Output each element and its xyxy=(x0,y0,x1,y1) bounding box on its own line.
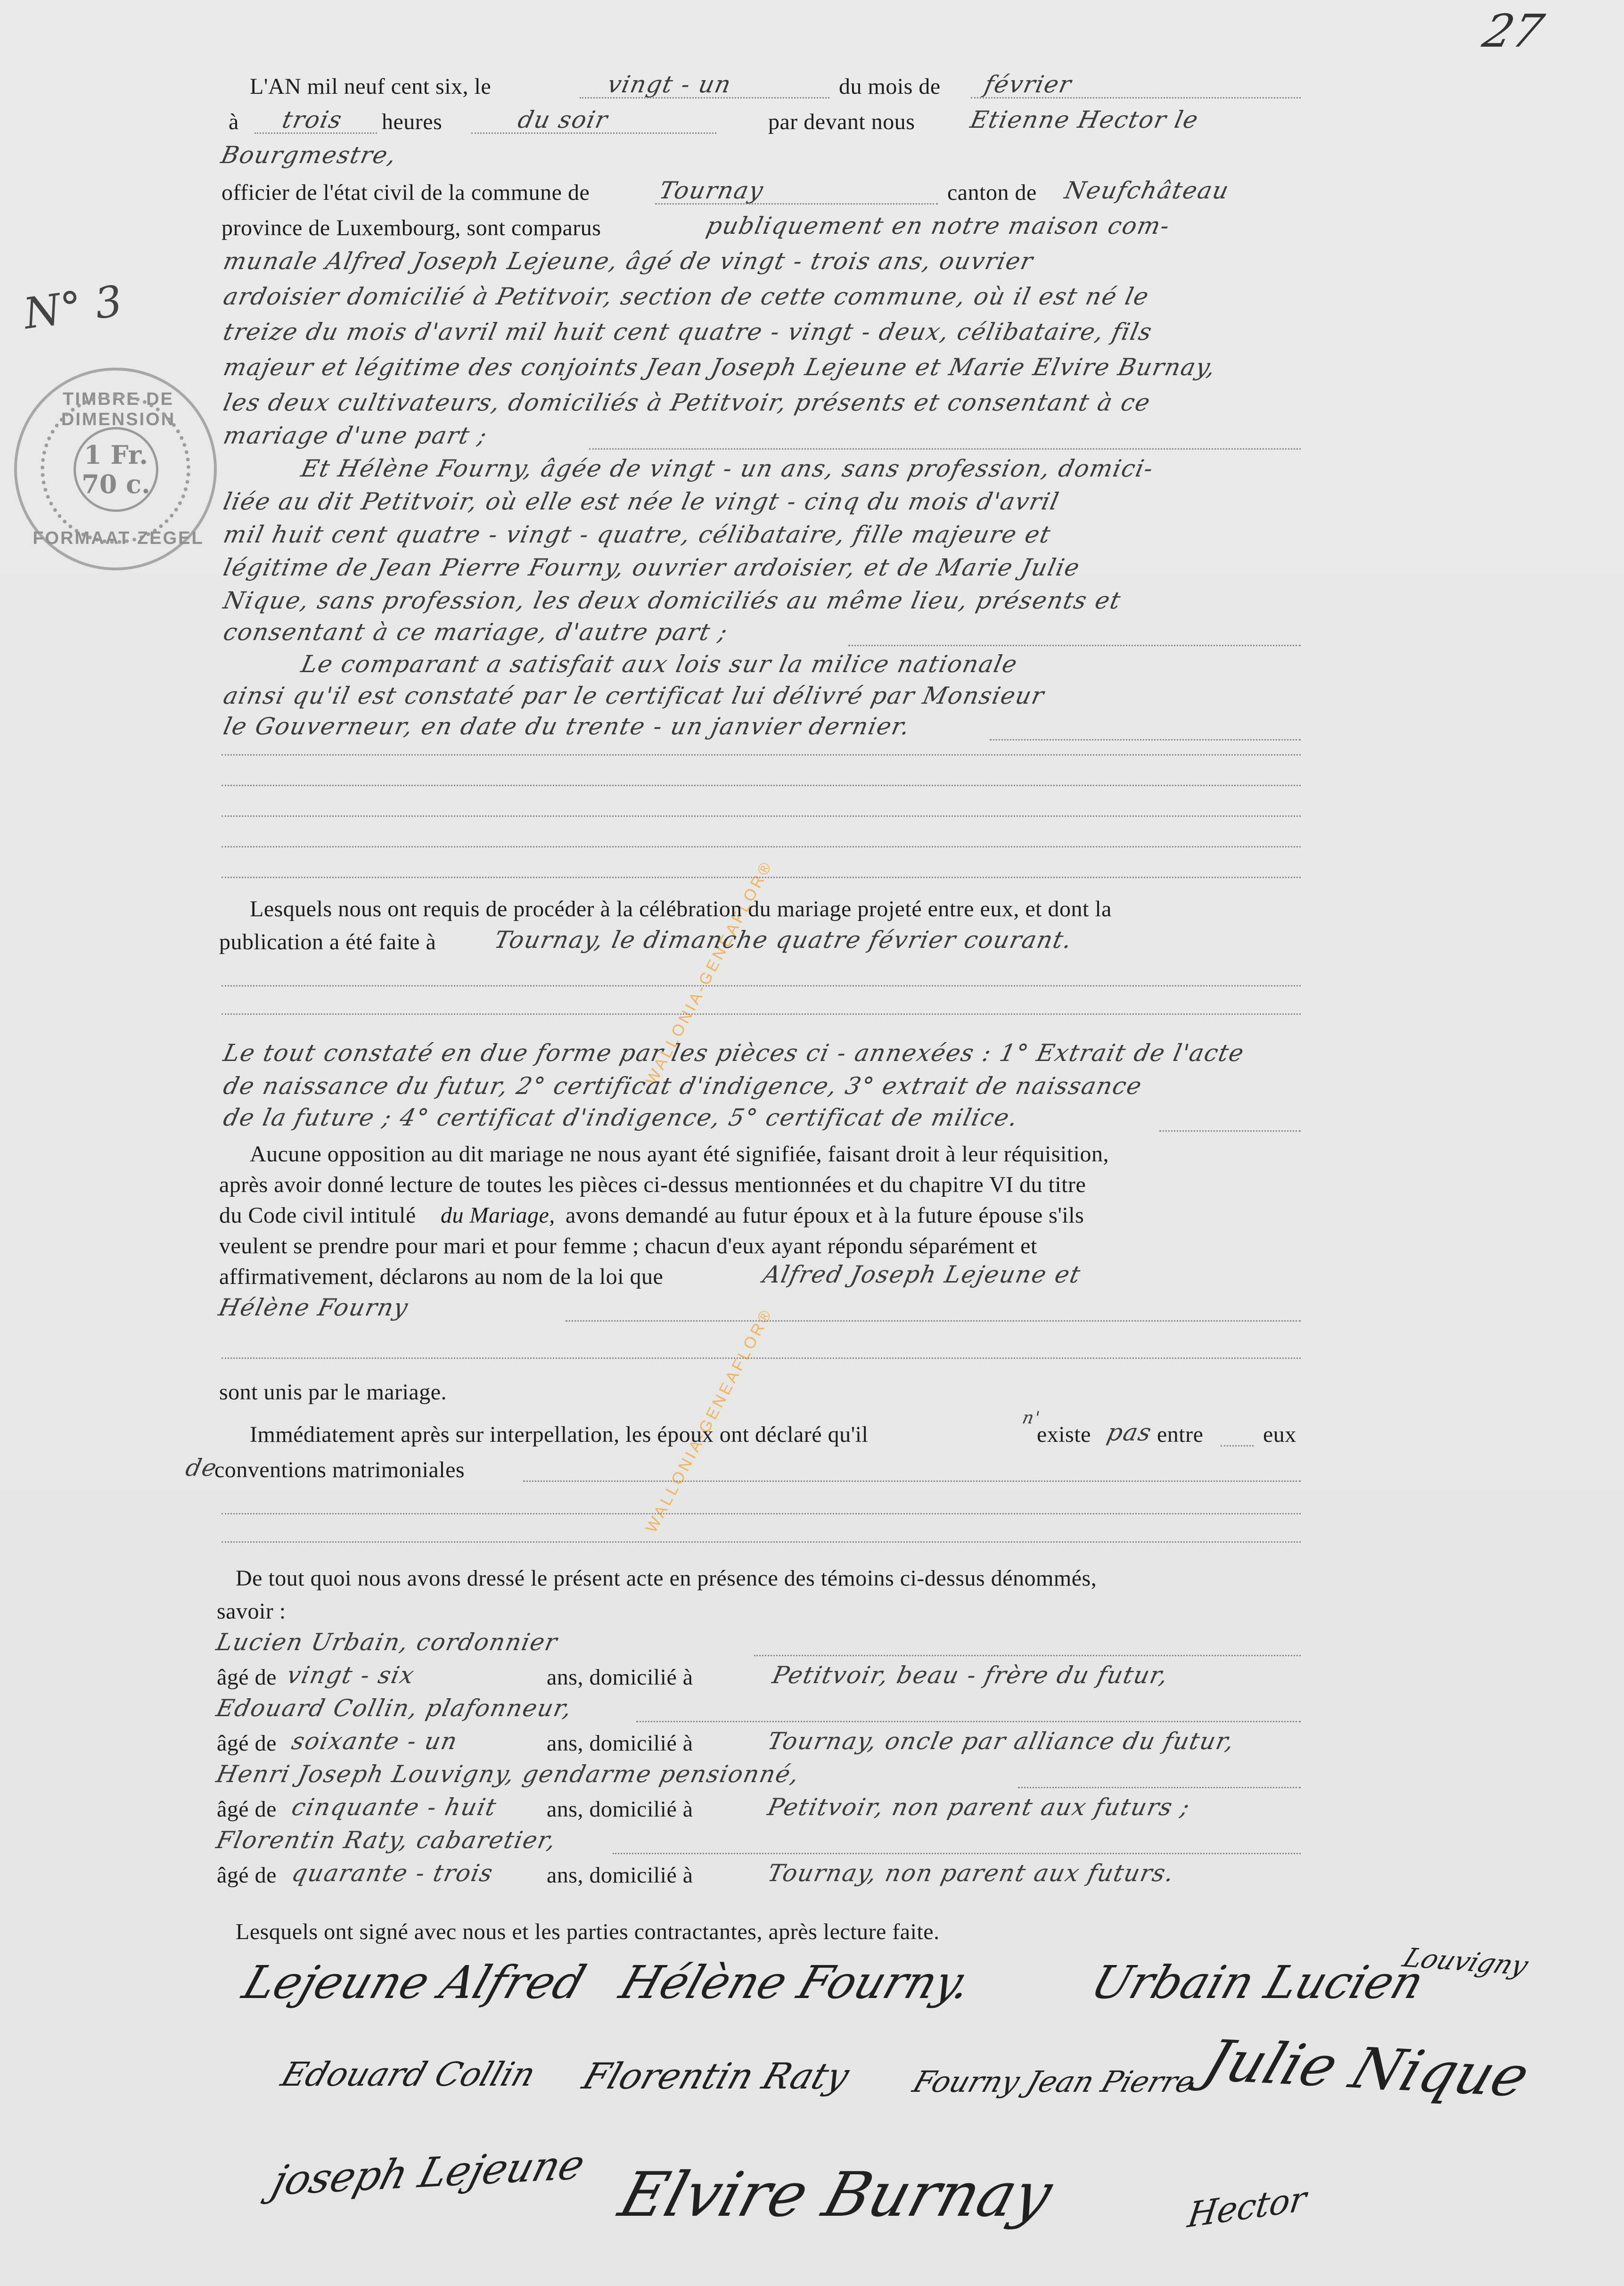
handwritten-text: Bourgmestre, xyxy=(218,141,400,169)
handwritten-text: le Gouverneur, en date du trente - un janvier dernier. xyxy=(221,713,913,740)
handwritten-text: mil huit cent quatre - vingt - quatre, célibataire, fille majeure et xyxy=(221,521,1054,548)
line-9 xyxy=(0,354,1624,386)
line-29 xyxy=(0,1230,1624,1263)
line-5 xyxy=(0,212,1624,245)
signature-joseph-lejeune: joseph Lejeune xyxy=(267,2140,590,2205)
dotted-rule xyxy=(636,1721,1301,1722)
line-35 xyxy=(0,1562,1624,1595)
line-26 xyxy=(0,1138,1624,1171)
printed-text: après avoir donné lecture de toutes les pièces ci-dessus mentionnées et du chapitre VI du titre xyxy=(219,1172,1086,1197)
handwritten-text: Etienne Hector le xyxy=(968,106,1201,133)
printed-text: du Code civil intitulé xyxy=(219,1203,416,1228)
printed-text: par devant nous xyxy=(768,109,915,134)
stamp-top-text: TIMBRE DE DIMENSION xyxy=(61,389,176,429)
printed-text: âgé de xyxy=(217,1665,277,1690)
handwritten-text: mariage d'une part ; xyxy=(221,422,490,449)
handwritten-text: les deux cultivateurs, domiciliés à Petitvoir, présents et consentant à ce xyxy=(221,389,1154,416)
printed-text: Lesquels nous ont requis de procéder à la célébration du mariage projeté entre eux, et dont la xyxy=(250,896,1112,921)
line-8 xyxy=(0,318,1624,351)
handwritten-text: Petitvoir, beau - frère du futur, xyxy=(770,1661,1171,1689)
line-19 xyxy=(0,682,1624,715)
handwritten-text: légitime de Jean Pierre Fourny, ouvrier ardoisier, et de Marie Julie xyxy=(221,554,1083,581)
dotted-rule xyxy=(990,739,1301,740)
handwritten-text: Le tout constaté en due forme par les pièces ci - annexées : 1° Extrait de l'acte xyxy=(221,1039,1247,1067)
blank-line xyxy=(221,754,1301,756)
handwritten-text: Tournay xyxy=(656,177,767,204)
handwritten-text: pas xyxy=(1104,1419,1155,1446)
blank-line xyxy=(221,846,1301,847)
blank-line xyxy=(221,1541,1301,1543)
line-41 xyxy=(0,1760,1624,1793)
dotted-rule xyxy=(589,448,1301,450)
line-38 xyxy=(0,1661,1624,1694)
line-32 xyxy=(0,1376,1624,1409)
watermark-2: WALLONIA-GENEAFLOR® xyxy=(642,1305,777,1536)
printed-text: L'AN mil neuf cent six, le xyxy=(250,74,492,99)
printed-text: âgé de xyxy=(217,1797,277,1822)
printed-text: Immédiatement après sur interpellation, les époux ont déclaré qu'il xyxy=(250,1422,869,1447)
line-2 xyxy=(0,106,1624,139)
line-34 xyxy=(0,1454,1624,1487)
line-6 xyxy=(0,247,1624,280)
printed-text: savoir : xyxy=(217,1599,286,1624)
handwritten-text: Tournay, oncle par alliance du futur, xyxy=(765,1727,1238,1755)
printed-text: Aucune opposition au dit mariage ne nous ayant été signifiée, faisant droit à leur réquisition, xyxy=(250,1142,1109,1167)
line-33 xyxy=(0,1408,1624,1452)
handwritten-text: Le comparant a satisfait aux lois sur la milice nationale xyxy=(298,650,1021,678)
printed-text: âgé de xyxy=(217,1731,277,1756)
dotted-rule xyxy=(1221,1445,1254,1447)
printed-text: ans, domicilié à xyxy=(547,1665,693,1690)
line-10 xyxy=(0,389,1624,422)
dotted-rule xyxy=(1018,1787,1301,1788)
printed-text: conventions matrimoniales xyxy=(214,1457,465,1482)
handwritten-text: Henri Joseph Louvigny, gendarme pensionné, xyxy=(213,1760,803,1788)
printed-text: à xyxy=(229,109,239,134)
line-43 xyxy=(0,1826,1624,1859)
blank-line xyxy=(221,985,1301,987)
line-7 xyxy=(0,283,1624,316)
printed-text: De tout quoi nous avons dressé le présent acte en présence des témoins ci-dessus dénommés, xyxy=(236,1566,1097,1591)
dotted-rule xyxy=(655,203,938,205)
handwritten-text: treize du mois d'avril mil huit cent quatre - vingt - deux, célibataire, fils xyxy=(221,318,1155,345)
dotted-rule xyxy=(580,97,829,99)
handwritten-text: vingt - un xyxy=(605,71,734,98)
printed-text: ans, domicilié à xyxy=(547,1731,693,1756)
handwritten-text: Et Hélène Fourny, âgée de vingt - un ans, sans profession, domici- xyxy=(298,455,1156,482)
line-14 xyxy=(0,521,1624,554)
handwritten-text: trois xyxy=(279,106,345,133)
handwritten-text: de naissance du futur, 2° certificat d'indigence, 3° extrait de naissance xyxy=(221,1072,1145,1100)
printed-text: publication a été faite à xyxy=(219,929,436,954)
blank-line xyxy=(221,877,1301,878)
handwritten-text: du soir xyxy=(515,106,611,133)
handwritten-text: de la future ; 4° certificat d'indigence, 5° certificat de milice. xyxy=(221,1104,1021,1131)
signature-louvigny: Louvigny xyxy=(1398,1942,1533,1982)
signature-julie-nique: Julie Nique xyxy=(1195,2028,1538,2110)
line-20 xyxy=(0,713,1624,746)
handwritten-text: soixante - un xyxy=(289,1727,460,1755)
line-16 xyxy=(0,587,1624,620)
handwritten-text: ainsi qu'il est constaté par le certificat lui délivré par Monsieur xyxy=(221,682,1047,709)
signature-urbain-lucien: Urbain Lucien xyxy=(1084,1956,1431,2009)
signature-hector: Hector xyxy=(1185,2178,1309,2236)
handwritten-text: Tournay, le dimanche quatre février courant. xyxy=(492,926,1075,954)
signature-florentin-raty: Florentin Raty xyxy=(577,2055,855,2097)
printed-text: canton de xyxy=(947,180,1037,205)
dotted-rule xyxy=(1159,1130,1301,1132)
signature-fourny-jean-pierre: Fourny Jean Pierre xyxy=(909,2064,1200,2099)
printed-text: Lesquels ont signé avec nous et les parties contractantes, après lecture faite. xyxy=(236,1919,940,1944)
handwritten-text: n' xyxy=(1020,1408,1042,1428)
printed-text: ans, domicilié à xyxy=(547,1863,693,1888)
blank-line xyxy=(221,785,1301,786)
stamp-value-line1: 1 Fr. xyxy=(83,440,148,470)
page-number: 27 xyxy=(1478,5,1549,58)
printed-text-italic: du Mariage, xyxy=(441,1203,555,1228)
line-12 xyxy=(0,455,1624,488)
line-1 xyxy=(0,71,1624,104)
printed-text: entre xyxy=(1157,1422,1204,1447)
handwritten-text: Neufchâteau xyxy=(1062,177,1232,204)
line-13 xyxy=(0,488,1624,521)
signature-edouard-collin: Edouard Collin xyxy=(276,2055,541,2094)
printed-text: du mois de xyxy=(839,74,941,99)
stamp-value-line2: 70 c. xyxy=(82,469,150,499)
blank-line xyxy=(221,1357,1301,1359)
printed-text: âgé de xyxy=(217,1863,277,1888)
printed-text: eux xyxy=(1263,1422,1296,1447)
line-42 xyxy=(0,1793,1624,1826)
printed-text: veulent se prendre pour mari et pour femme ; chacun d'eux ayant répondu séparément et xyxy=(219,1233,1037,1258)
handwritten-text: Nique, sans profession, les deux domiciliés au même lieu, présents et xyxy=(221,587,1124,614)
handwritten-text: liée au dit Petitvoir, où elle est née le vingt - cinq du mois d'avril xyxy=(221,488,1062,515)
line-27 xyxy=(0,1169,1624,1202)
line-21 xyxy=(0,893,1624,926)
handwritten-text: publiquement en notre maison com- xyxy=(704,212,1173,239)
printed-text: affirmativement, déclarons au nom de la loi que xyxy=(219,1264,664,1289)
handwritten-text: Hélène Fourny xyxy=(216,1294,411,1321)
line-22 xyxy=(0,926,1624,959)
dotted-rule xyxy=(566,1320,1301,1322)
dotted-rule xyxy=(523,1480,1301,1482)
line-3 xyxy=(0,141,1624,174)
handwritten-text: Florentin Raty, cabaretier, xyxy=(213,1826,559,1854)
blank-line xyxy=(221,815,1301,817)
handwritten-text: munale Alfred Joseph Lejeune, âgé de vingt - trois ans, ouvrier xyxy=(221,247,1036,275)
dotted-rule xyxy=(613,1853,1301,1854)
handwritten-text: majeur et légitime des conjoints Jean Joseph Lejeune et Marie Elvire Burnay, xyxy=(221,354,1219,381)
handwritten-text: cinquante - huit xyxy=(289,1793,500,1821)
handwritten-text: février xyxy=(982,71,1074,98)
printed-text: province de Luxembourg, sont comparus xyxy=(221,215,601,240)
line-30 xyxy=(0,1261,1624,1294)
handwritten-text: quarante - trois xyxy=(289,1859,496,1887)
dotted-rule xyxy=(754,1655,1301,1656)
line-24 xyxy=(0,1072,1624,1105)
dotted-rule xyxy=(471,132,716,134)
line-45 xyxy=(0,1916,1624,1949)
dotted-rule xyxy=(971,97,1301,99)
line-17 xyxy=(0,618,1624,651)
dotted-rule xyxy=(254,132,377,134)
line-36 xyxy=(0,1595,1624,1628)
printed-text: ans, domicilié à xyxy=(547,1797,693,1822)
printed-text: existe xyxy=(1037,1422,1091,1447)
line-28 xyxy=(0,1200,1624,1233)
signature-lejeune-alfred: Lejeune Alfred xyxy=(236,1956,592,2009)
handwritten-text: de xyxy=(183,1454,220,1481)
handwritten-text: consentant à ce mariage, d'autre part ; xyxy=(221,618,731,646)
line-39 xyxy=(0,1694,1624,1727)
stamp-bottom-text: FORMAAT ZEGEL xyxy=(33,528,204,548)
line-44 xyxy=(0,1859,1624,1892)
printed-text: avons demandé au futur époux et à la future épouse s'ils xyxy=(566,1203,1084,1228)
handwritten-text: Edouard Collin, plafonneur, xyxy=(213,1694,575,1722)
line-25 xyxy=(0,1104,1624,1137)
line-18 xyxy=(0,650,1624,683)
line-40 xyxy=(0,1727,1624,1760)
printed-text: officier de l'état civil de la commune de xyxy=(221,180,590,205)
line-23 xyxy=(0,1039,1624,1072)
line-4 xyxy=(0,177,1624,210)
signature-helene-fourny: Hélène Fourny. xyxy=(613,1956,979,2009)
dotted-rule xyxy=(848,645,1301,646)
handwritten-text: ardoisier domicilié à Petitvoir, section de cette commune, où il est né le xyxy=(221,283,1152,310)
watermark-1: WALLONIA-GENEAFLOR® xyxy=(642,857,777,1088)
blank-line xyxy=(221,1513,1301,1514)
printed-text: sont unis par le mariage. xyxy=(219,1380,447,1405)
margin-note: N° 3 xyxy=(20,276,125,339)
handwritten-text: Alfred Joseph Lejeune et xyxy=(760,1261,1084,1288)
line-11 xyxy=(0,422,1624,455)
handwritten-text: Petitvoir, non parent aux futurs ; xyxy=(765,1793,1193,1821)
line-37 xyxy=(0,1628,1624,1661)
handwritten-text: vingt - six xyxy=(284,1661,418,1689)
handwritten-text: Tournay, non parent aux futurs. xyxy=(765,1859,1177,1887)
printed-text: heures xyxy=(382,109,443,134)
signature-elvire-burnay: Elvire Burnay xyxy=(612,2159,1060,2230)
line-31 xyxy=(0,1294,1624,1327)
blank-line xyxy=(221,1013,1301,1015)
line-15 xyxy=(0,554,1624,587)
handwritten-text: Lucien Urbain, cordonnier xyxy=(213,1628,561,1656)
